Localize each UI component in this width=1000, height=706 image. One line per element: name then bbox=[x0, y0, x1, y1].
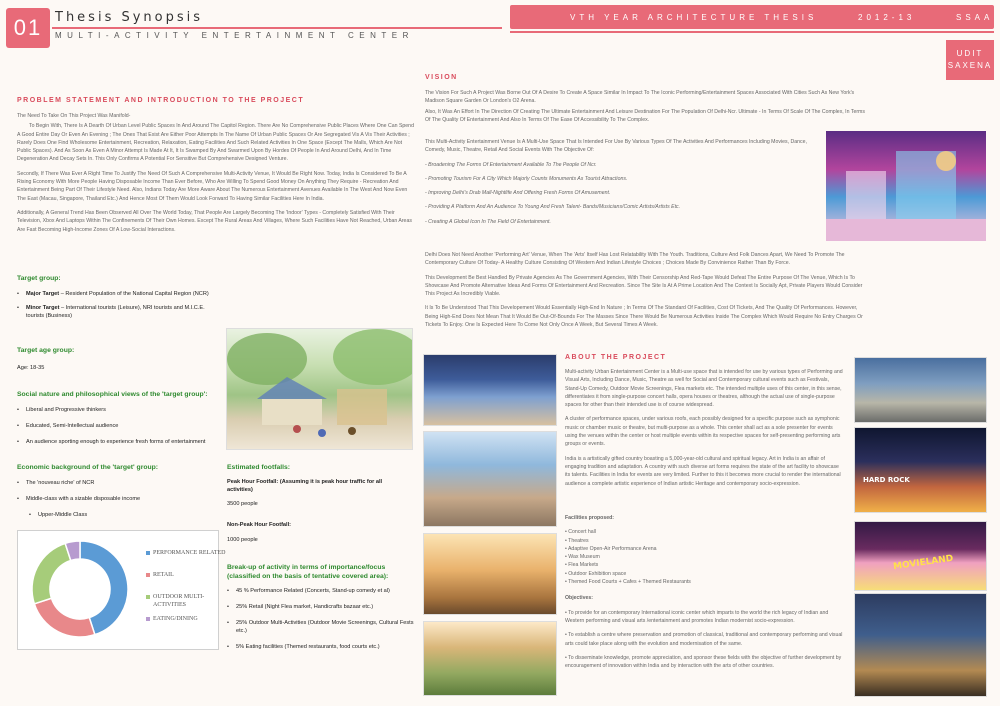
hard-rock-sign: HARD ROCK bbox=[863, 476, 910, 484]
garden-court-image bbox=[423, 621, 557, 696]
vision-intro bbox=[425, 89, 865, 130]
legend-entry bbox=[146, 571, 226, 579]
breakup-heading: Break-up of activity in terms of importance/focus (classified on the basis of tentative covered area): bbox=[227, 564, 389, 580]
nonpeak-footfall-value: 1000 people bbox=[227, 537, 258, 543]
list-item: • 25% Retail (Night Flea market, Handicrafts bazaar etc.) bbox=[227, 603, 417, 611]
atrium-mall-image bbox=[423, 533, 557, 615]
objectives-heading: Objectives: bbox=[565, 595, 593, 602]
facility-item: • Concert hall bbox=[565, 529, 596, 536]
problem-paragraph: Secondly, If There Was Ever A Right Time To Justify The Need Of Such A Comprehensive Multi-Activity Venue, It Would Be Right Now. Today, India Is Considered To Be A Rising Economy With More People Having Disposable Income Than Ever Before, Who Are Willing To Spend Good Money On Anything They Require - Recreation And Entertainment Being Part Of Their Lifestyle Need. Also, Indians Today Are More Aware About The Numerous Entertainment Avenues Available In The West And Now Even The East (Macau, Singapore, Thailand Etc.) And Hence Most Of Them Would Look Forward To Having Similar Facilities Here In India. bbox=[17, 170, 408, 202]
legend-swatch bbox=[146, 551, 150, 555]
about-text bbox=[565, 368, 844, 494]
social-views-heading: Social nature and philosophical views of the 'target group': bbox=[17, 391, 208, 398]
economic-background-heading: Economic background of the 'target' group: bbox=[17, 464, 159, 471]
peak-footfall-label: Peak Hour Footfall: (Assuming it is peak hour traffic for all activities) bbox=[227, 479, 383, 493]
city-aerial-image bbox=[854, 357, 987, 423]
activity-pie-chart bbox=[17, 530, 226, 650]
vision-paragraph: Delhi Does Not Need Another 'Performing Art' Venue, When The 'Arts' Itself Has Lost Relatability With The Youth. Traditions, Culture And Folk Dances Apart, We Need To Promote The Contemporary Culture Of Today- A Healthy Culture Consisting Of Western And Indian Lifestyle Choices ; Choices Made By Convinience Rather Than By Force. bbox=[425, 252, 845, 267]
facility-item: • Adaptive Open-Air Performance Arena bbox=[565, 545, 657, 552]
thesis-banner bbox=[510, 5, 994, 29]
problem-heading: PROBLEM STATEMENT AND INTRODUCTION TO THE PROJECT bbox=[17, 97, 305, 104]
outdoor-plaza-image bbox=[423, 431, 557, 527]
problem-paragraph: The Need To Take On This Project Was Manifold- bbox=[17, 113, 131, 119]
facility-item: • Theatres bbox=[565, 537, 589, 544]
vision-objectives bbox=[425, 138, 825, 232]
legend-label: OUTDOOR MULTI-ACTIVITIES bbox=[153, 594, 205, 608]
legend-entry bbox=[146, 593, 226, 609]
legend-label: PERFORMANCE RELATED bbox=[153, 550, 226, 556]
about-paragraph: India is a artistically gifted country boasting a 5,000-year-old cultural and spiritual legacy. Art in India is an affair of engaging tradition and adaptation. A country with such diverse art forms requires the state of the art facility to showcase its talents. Facilities in India for events are very limited. Further to this it becomes more crucial to render the international audience a complete artistic experience of Indian artistic Heritage and contemporary socio-expression. bbox=[565, 455, 841, 487]
author-last-name: SAXENA bbox=[947, 61, 993, 70]
objective-item: • To provide for an contemporary International iconic center which imparts to the world the rich legacy of Indian and Western performing and visual arts /entertainment and promotes Indian modernist socio-expression. bbox=[565, 609, 829, 624]
economic-background-list bbox=[17, 479, 217, 525]
objective-item: • To disseminate knowledge, promote appreciation, and sponsor these fields with the objective of further development by encouragement of innovation within India and by interaction with the arts of other countries. bbox=[565, 654, 842, 670]
target-group-list bbox=[17, 290, 217, 326]
nonpeak-footfall-label: Non-Peak Hour Footfall: bbox=[227, 522, 292, 528]
title-divider bbox=[52, 27, 502, 29]
vision-objective: - Promoting Tourism For A City Which Majorly Counts Monuments As Tourist Attractions. bbox=[425, 175, 628, 182]
vision-body bbox=[425, 251, 865, 335]
objective-item: • To establish a centre where preservation and promotion of classical, traditional and contemporary performing and visual arts could take place along with the evolution and modernisation of the same. bbox=[565, 632, 843, 647]
city-skyline-image bbox=[854, 593, 987, 697]
vision-paragraph: Also, It Was An Effort In The Direction Of Creating The Ultimate Entertainment And Leisure Destination For The Population Of Delhi-Ncr. Ultimate - In Terms Of Scale Of The Complex, In Terms Of The Quality Of Entertainment And Also In Terms Of The Ease Of Accessibility To The Complex. bbox=[425, 108, 865, 123]
movieland-sign: MOVIELAND bbox=[892, 553, 954, 573]
section-number-badge: 01 bbox=[6, 8, 50, 48]
list-item: • Liberal and Progressive thinkers bbox=[17, 406, 212, 414]
vision-heading: VISION bbox=[425, 74, 458, 81]
list-item: • The 'nouveau riche' of NCR bbox=[17, 479, 217, 487]
pie-slice bbox=[34, 598, 94, 637]
banner-divider bbox=[510, 31, 994, 33]
vision-objective: - Creating A Global Icon In The Field Of Entertainment. bbox=[425, 218, 551, 225]
about-heading: ABOUT THE PROJECT bbox=[565, 354, 667, 361]
problem-paragraph: To Begin With, There Is A Dearth Of Urban Level Public Spaces In And Around The Capitol Region. There Are No Comprehensive Public Places Where One Can Spend A Good Entire Day Or Even An Evening ; The Ones That Exist Are Either Poor Attempts In The Name Of Urban Public Spaces Or Are Segregated Vis A Vis Their Activities ; Rarely Does One Find Wholesome Entertainment, Recreation, Relaxation, Eating Facilities And Such Related Activities In One Space (Except The Malls, Which Are Not Public Spaces). And As Soon As Even A Minor Attempt Is Made At It, It Is Swamped By And Swarmed Upon By Hordes Of People In And Around Delhi, And In Time Degeneration And Decay Sets In. This Only Confirms A Potential For Sensitive But Comprehensive Designed Venture. bbox=[17, 123, 414, 163]
author-first-name: UDIT bbox=[956, 49, 984, 58]
peak-footfall-value: 3500 people bbox=[227, 501, 258, 507]
legend-label: RETAIL bbox=[153, 572, 174, 578]
vision-paragraph: The Vision For Such A Project Was Borne Out Of A Desire To Create A Space Similar In Impact To The Iconic Performing/Entertainment Spaces Associated With Cities Such As New York's Madison Square Garden Or London's O2 Arena. bbox=[425, 90, 855, 105]
night-plaza-image bbox=[423, 354, 557, 426]
hard-rock-night-image bbox=[854, 427, 987, 513]
list-item bbox=[17, 290, 217, 298]
banner-school: SSAA bbox=[956, 13, 994, 22]
vision-paragraph: This Development Be Best Handled By Private Agencies As The Government Agencies, With Their Censorship And Red-Tape Would Defeat The Entire Purpose Of The Venue, Which Is To Showcase And Promote Alternative Ideas And Forms Of Entertainment And Recreation. Since The Site Is At A Prime Location And The Context Is Socially Apt, Private Players Would Consider This Project As Incredibly Viable. bbox=[425, 274, 863, 298]
movieland-night-image bbox=[854, 521, 987, 591]
legend-swatch bbox=[146, 573, 150, 577]
vision-render-image bbox=[826, 131, 986, 241]
minor-target-text: – International tourists (Leisure), NRI tourists and M.I.C.E. tourists (Business) bbox=[26, 305, 205, 319]
target-age-heading: Target age group: bbox=[17, 347, 75, 354]
vision-objective: - Broadening The Forms Of Entertainment Available To The People Of Ncr. bbox=[425, 161, 597, 168]
legend-entry bbox=[146, 615, 226, 623]
neon-complex-illustration bbox=[826, 131, 986, 241]
facility-item: • Flea Markets bbox=[565, 562, 599, 569]
sketch-illustration bbox=[227, 329, 413, 450]
list-item: • Middle-class with a sizable disposable income bbox=[17, 495, 217, 503]
list-item: • Educated, Semi-Intellectual audience bbox=[17, 422, 212, 430]
footfall-heading: Estimated footfalls: bbox=[227, 464, 291, 471]
list-item: • An audience sporting enough to experience fresh forms of entertainment bbox=[17, 438, 212, 446]
list-item: • 25% Outdoor Multi-Activities (Outdoor Movie Screenings, Cultural Fests etc.) bbox=[227, 619, 417, 635]
vision-objective: - Improving Delhi's Drab Mall-Nightlife And Offering Fresh Forms Of Amusement. bbox=[425, 190, 611, 197]
about-paragraph: Multi-activity Urban Entertainment Center is a Multi-use space that is intended for use by various types of Performing and Visual Arts, Including Dance, Music, Theatre as well for Social and Contemporary cultural events such as Festivals, Stand-Up Comedy, Outdoor Movie Screenings, Flea markets etc. The intended multiple uses of this center, in this sense, differentiates it from single-purpose concert halls, opera houses or theatres, although the actual use of single-purpose spaces for other than their intended use is of course widespread. bbox=[565, 369, 843, 409]
minor-target-label: Minor Target bbox=[26, 305, 60, 311]
author-badge bbox=[946, 40, 994, 80]
list-item: • Upper-Middle Class bbox=[29, 511, 217, 519]
banner-course: VTH YEAR ARCHITECTURE THESIS bbox=[570, 13, 818, 22]
pie-slice bbox=[32, 543, 71, 603]
legend-label: EATING/DINING bbox=[153, 616, 198, 622]
list-item: • 5% Eating facilities (Themed restaurants, food courts etc.) bbox=[227, 643, 417, 651]
facilities-heading: Facilities proposed: bbox=[565, 515, 615, 521]
vision-objective: - Providing A Platform And An Audience To Young And Fresh Talent- Bands/Musicians/Comic Artists/Artists Etc. bbox=[425, 204, 681, 211]
major-target-text: – Resident Population of the National Capital Region (NCR) bbox=[59, 291, 209, 297]
about-paragraph: A cluster of performance spaces, under various roofs, each possibly designed for a specific purpose such as symphonic music or chamber music or theatre, but multi-purpose as a whole. This center shall act as a sole presenter for events using the venues within the center or host multiple events within its respective spaces for self-presenting performing arts groups or events. bbox=[565, 416, 841, 448]
problem-text bbox=[17, 112, 417, 240]
legend-swatch bbox=[146, 595, 150, 599]
target-group-heading: Target group: bbox=[17, 275, 61, 282]
facilities-section bbox=[565, 514, 844, 676]
legend-entry bbox=[146, 549, 226, 557]
vision-paragraph: It Is To Be Understood That This Developement Would Essentially High-End In Nature ; In Terms Of The Standard Of Facilities, Cost Of Tickets, And The Quality Of Performances. However, Being High-End Does Not Mean That It Would Be Out-Of-Bounds For The Masses Since There Would Be Numerous Activities Inside The Complex Which Would Require No Entry Charges Or Tickets To Enjoy. One Is Expected Here To Come Not Only Once A Week, But Several Times A Week. bbox=[425, 305, 863, 329]
page-title: Thesis Synopsis bbox=[55, 10, 204, 25]
problem-paragraph: Additionally, A General Trend Has Been Observed All Over The World Today, That People Are Largely Becoming The 'Indoor' Types - Completely Satisfied With Their Television, Xbox And Laptops Within The Confinements Of Their Own Homes. Except The Rural Areas And Villages, Where Such Facilities Have Not Reached, Urban Areas Are Fast Becoming High-Income Zones Of A Low-Social Interactions. bbox=[17, 209, 412, 233]
list-item bbox=[17, 304, 217, 320]
major-target-label: Major Target bbox=[26, 291, 60, 297]
target-age-text: Age: 18-35 bbox=[17, 365, 45, 371]
list-item: • 45 % Performance Related (Concerts, Stand-up comedy et al) bbox=[227, 587, 417, 595]
breakup-list bbox=[227, 587, 417, 657]
social-views-list bbox=[17, 406, 212, 452]
page-subtitle: MULTI-ACTIVITY ENTERTAINMENT CENTER bbox=[55, 31, 414, 40]
vision-objective-intro: This Multi-Activity Entertainment Venue Is A Multi-Use Space That Is Intended For Use By Various Types Of The Activities And Performances Including Movies, Dance, Comedy, Music, Theatre, Retail And Social Events With The Objective Of: bbox=[425, 139, 807, 154]
facility-item: • Outdoor Exhibition space bbox=[565, 570, 627, 577]
legend-swatch bbox=[146, 617, 150, 621]
facility-item: • Themed Food Courts + Cafes + Themed Restaurants bbox=[565, 579, 691, 586]
facility-item: • Wax Museum bbox=[565, 554, 600, 561]
market-sketch-image bbox=[226, 328, 413, 450]
banner-year: 2012-13 bbox=[858, 13, 916, 22]
